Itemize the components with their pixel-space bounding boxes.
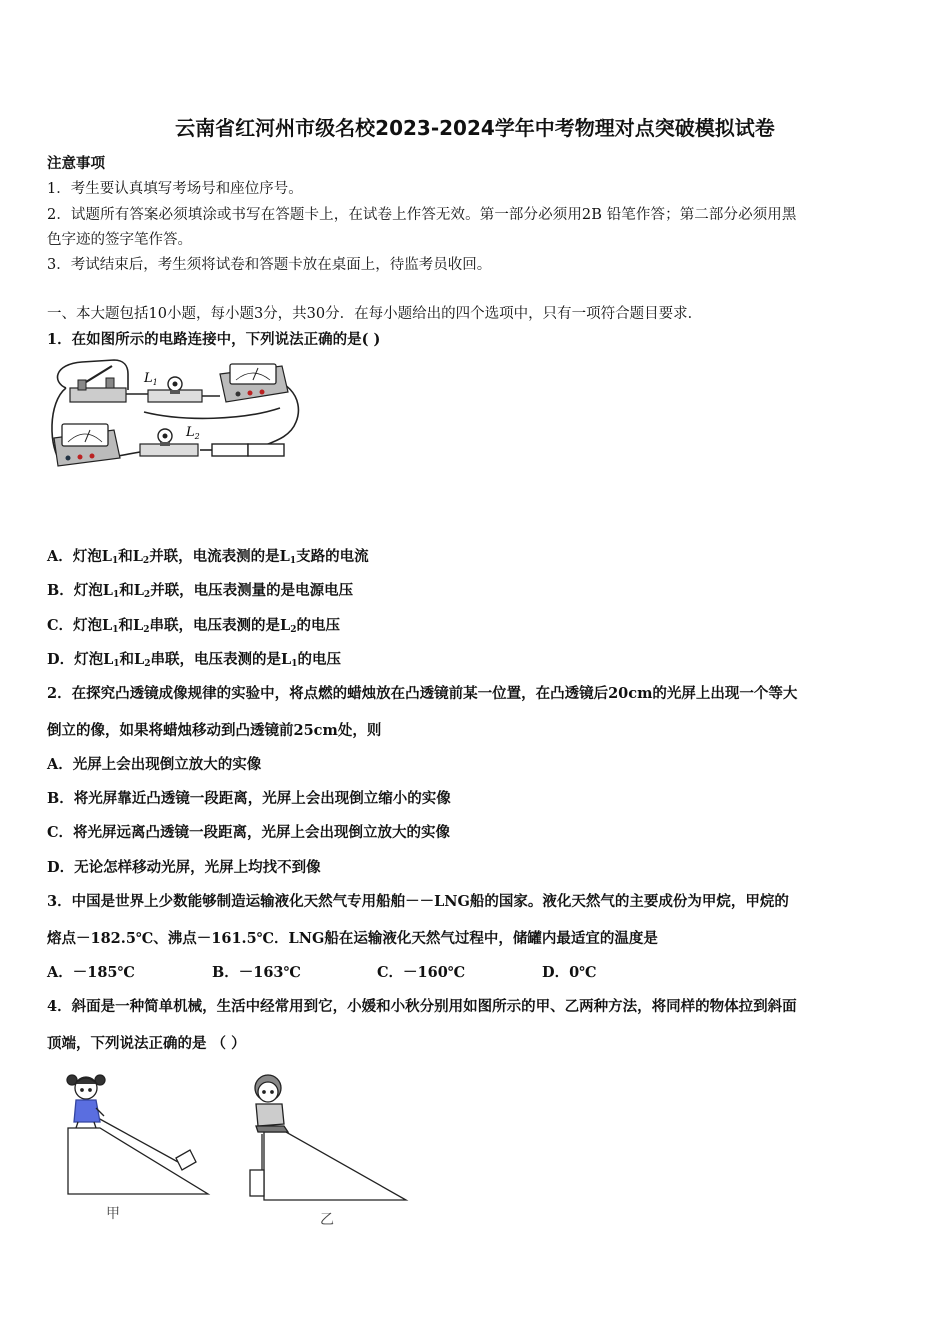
q2-option-d[interactable]: D．无论怎样移动光屏，光屏上均找不到像 <box>47 859 321 876</box>
label-jia: 甲 <box>106 1206 120 1222</box>
notice-item-2: 2．试题所有答案必须填涂或书写在答题卡上，在试卷上作答无效。第一部分必须用2B 铅笔作答；第二部分必须用黑 <box>47 207 797 223</box>
q3-option-d[interactable]: D．0℃ <box>542 964 597 981</box>
q2-stem-line1: 2．在探究凸透镜成像规律的实验中，将点燃的蜡烛放在凸透镜前某一位置，在凸透镜后20cm的光屏上出现一个等大 <box>47 685 798 702</box>
notice-item-2-cont: 色字迹的签字笔作答。 <box>47 232 192 248</box>
q4-stem-line2: 顶端，下列说法正确的是 （ ） <box>47 1035 246 1052</box>
incline-figure-yi <box>238 1066 410 1230</box>
ammeter-icon <box>54 424 120 466</box>
page-title: 云南省红河州市级名校2023-2024学年中考物理对点突破模拟试卷 <box>175 116 775 140</box>
circuit-figure <box>44 352 306 478</box>
label-yi: 乙 <box>320 1212 334 1228</box>
notice-item-1: 1．考生要认真填写考场号和座位序号。 <box>47 181 303 197</box>
switch-icon <box>70 366 126 402</box>
incline-figure-jia <box>62 1066 218 1226</box>
q1-option-a[interactable]: A．灯泡$L_1$和$L_2$并联，电流表测的是$L_1$支路的电流 <box>47 548 369 566</box>
q2-stem-line2: 倒立的像，如果将蜡烛移动到凸透镜前25cm处，则 <box>47 722 382 739</box>
q3-option-b[interactable]: B．－163℃ <box>212 964 301 981</box>
q2-option-a[interactable]: A．光屏上会出现倒立放大的实像 <box>47 756 262 773</box>
battery-icon <box>212 444 284 456</box>
q3-option-a[interactable]: A．－185℃ <box>47 964 135 981</box>
q1-stem: 1．在如图所示的电路连接中，下列说法正确的是( ) <box>47 331 381 348</box>
q1-option-c[interactable]: C．灯泡$L_1$和$L_2$串联，电压表测的是$L_2$的电压 <box>47 617 340 635</box>
q2-option-b[interactable]: B．将光屏靠近凸透镜一段距离，光屏上会出现倒立缩小的实像 <box>47 790 451 807</box>
q1-option-d[interactable]: D．灯泡$L_1$和$L_2$串联，电压表测的是$L_1$的电压 <box>47 651 341 669</box>
section-heading: 一、本大题包括10小题，每小题3分，共30分．在每小题给出的四个选项中，只有一项符合题目要求． <box>47 306 703 322</box>
label-l2: $L_2$ <box>186 425 200 441</box>
notice-heading: 注意事项 <box>47 155 105 172</box>
voltmeter-icon <box>220 364 288 402</box>
q3-stem-line1: 3．中国是世界上少数能够制造运输液化天然气专用船舶－－LNG船的国家。液化天然气的主要成份为甲烷，甲烷的 <box>47 893 789 910</box>
label-l1: $L_1$ <box>144 371 158 387</box>
q2-option-c[interactable]: C．将光屏远离凸透镜一段距离，光屏上会出现倒立放大的实像 <box>47 824 451 841</box>
notice-item-3: 3．考试结束后，考生须将试卷和答题卡放在桌面上，待监考员收回。 <box>47 257 492 273</box>
q4-stem-line1: 4．斜面是一种简单机械，生活中经常用到它，小媛和小秋分别用如图所示的甲、乙两种方法，将同样的物体拉到斜面 <box>47 998 797 1015</box>
q3-stem-line2: 熔点－182.5℃、沸点－161.5℃．LNG船在运输液化天然气过程中，储罐内最适宜的温度是 <box>47 930 658 947</box>
q3-option-c[interactable]: C．－160℃ <box>377 964 466 981</box>
q1-option-b[interactable]: B．灯泡$L_1$和$L_2$并联，电压表测量的是电源电压 <box>47 582 354 600</box>
